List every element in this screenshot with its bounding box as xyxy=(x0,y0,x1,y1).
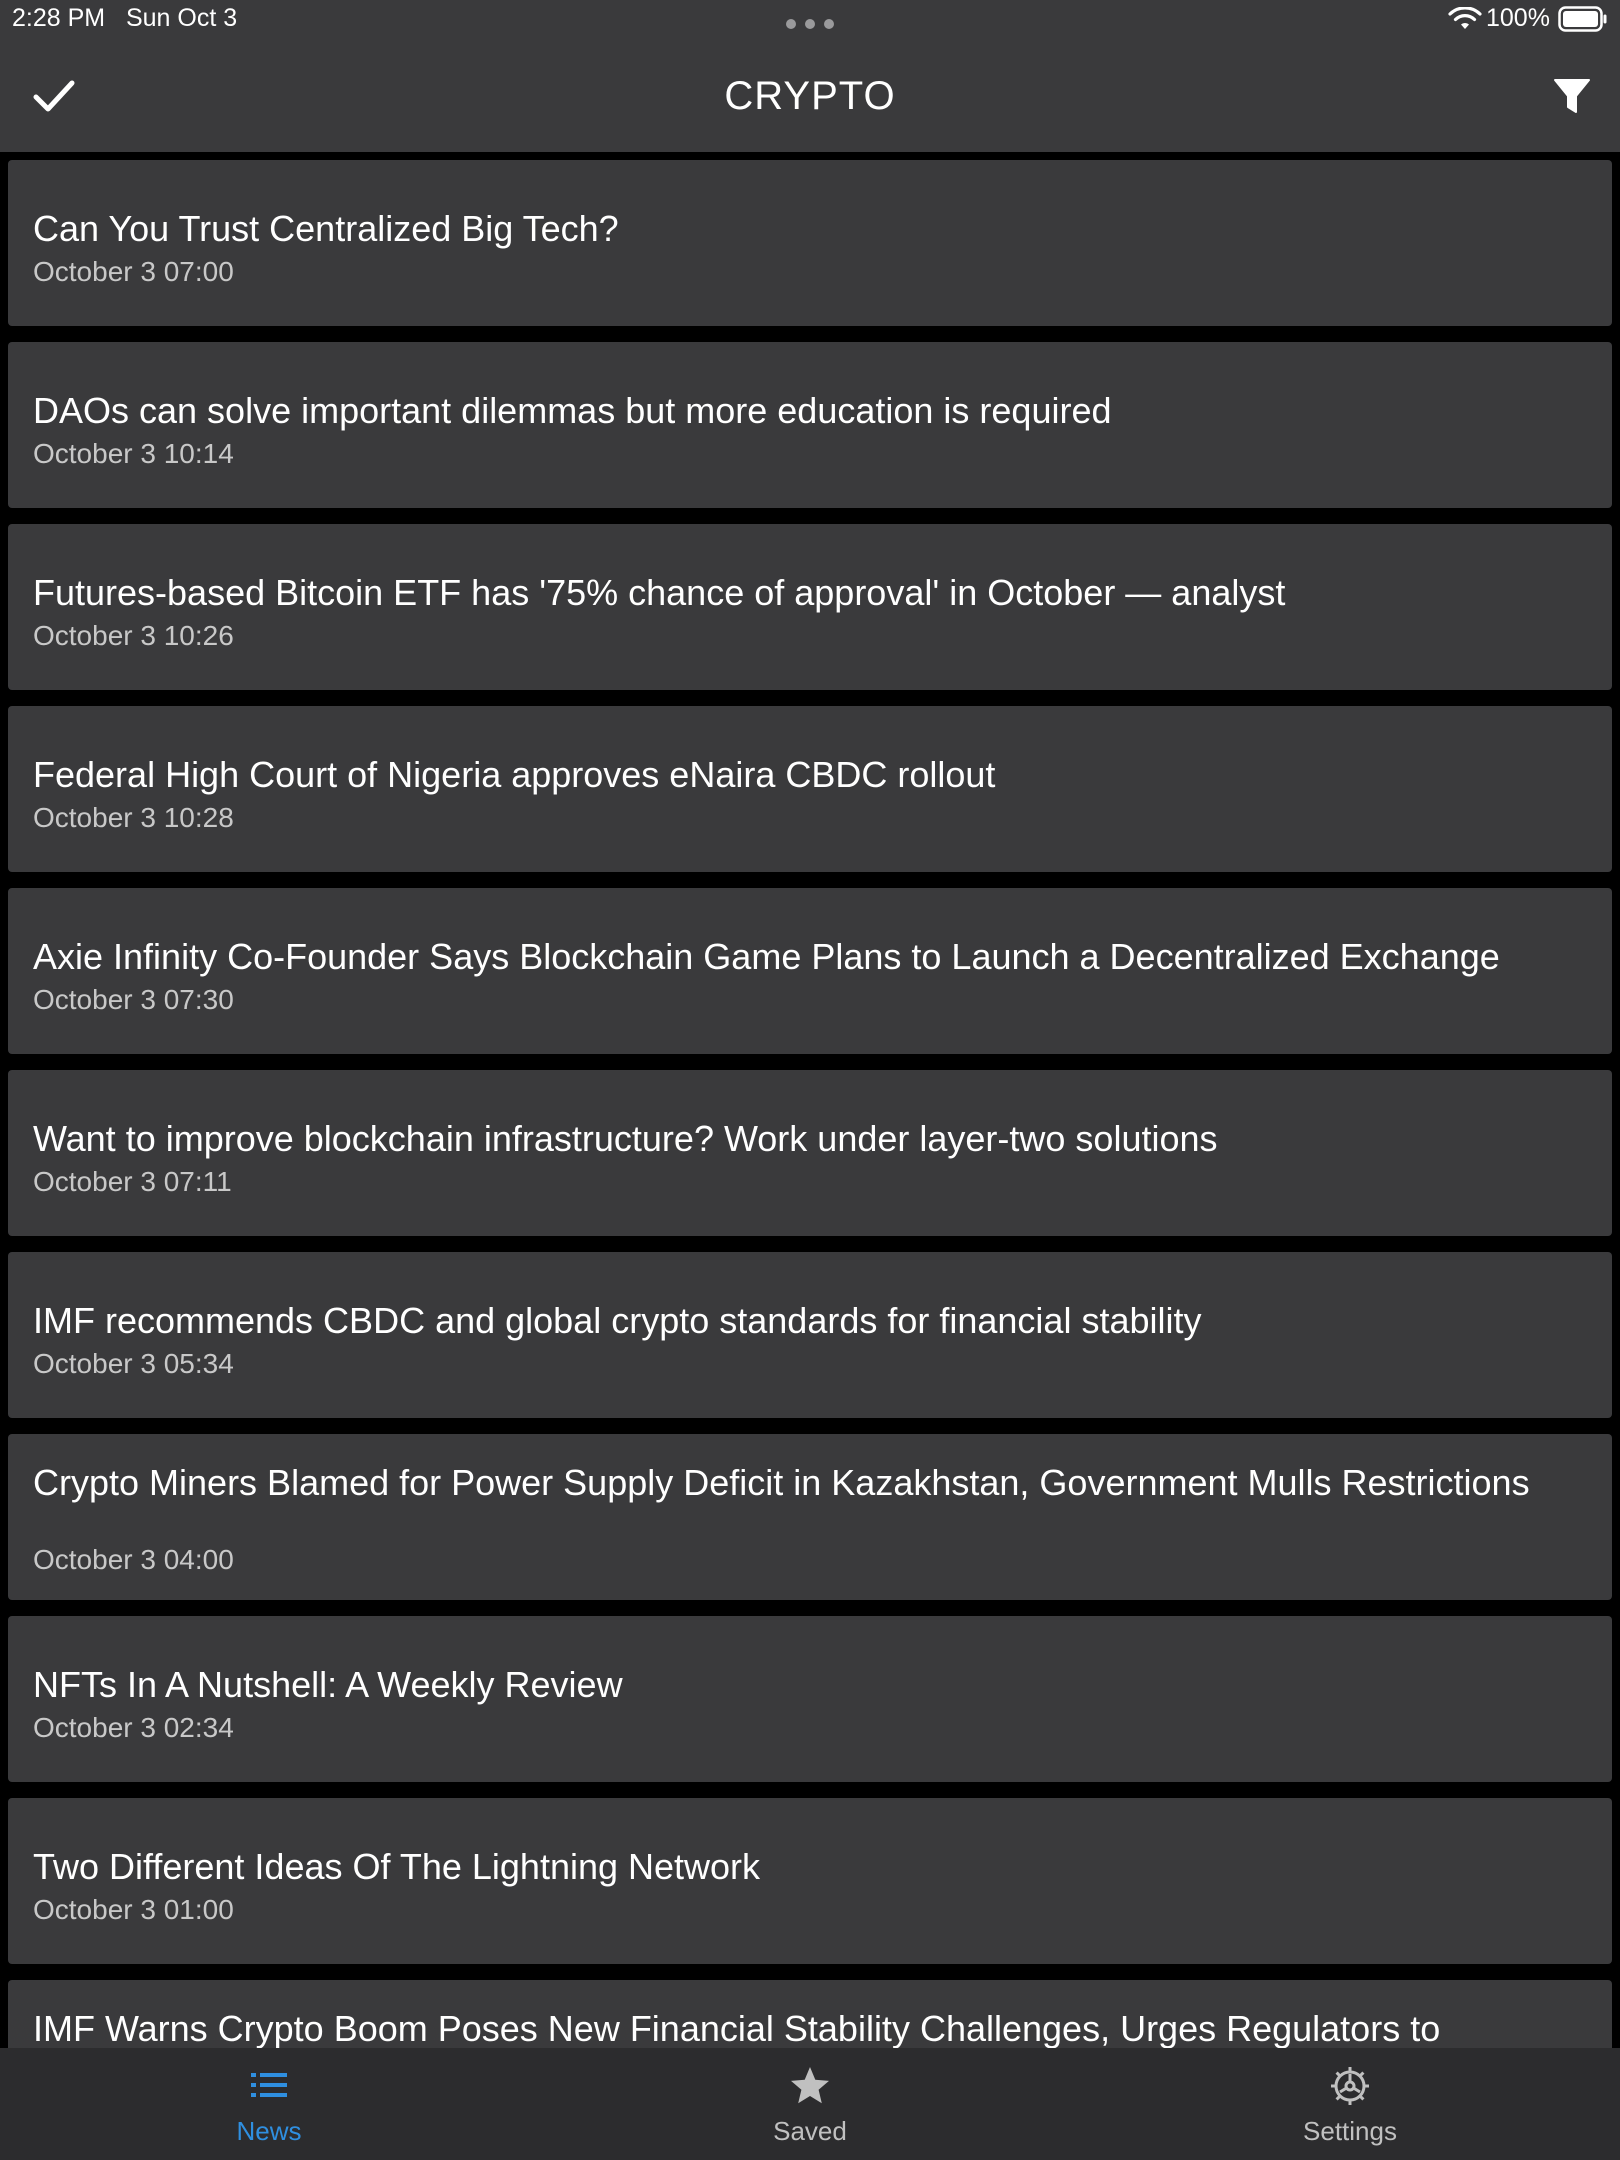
news-item[interactable] xyxy=(8,524,1612,690)
wifi-icon xyxy=(1448,7,1482,31)
tab-settings-label: Settings xyxy=(1303,2116,1397,2146)
news-item[interactable] xyxy=(8,1798,1612,1964)
news-item-title: Two Different Ideas Of The Lightning Network xyxy=(33,1846,761,1887)
news-item-title: Want to improve blockchain infrastructure? Work under layer-two solutions xyxy=(33,1118,1218,1159)
tab-settings[interactable] xyxy=(1250,2048,1450,2160)
news-item[interactable] xyxy=(8,1434,1612,1600)
news-item-date: October 3 07:00 xyxy=(33,256,234,287)
status-clock: 2:28 PM xyxy=(12,4,106,32)
news-item-date: October 3 01:00 xyxy=(33,1894,234,1925)
list-icon xyxy=(247,2064,291,2108)
tab-news-label: News xyxy=(236,2116,302,2146)
tab-saved[interactable] xyxy=(710,2048,910,2160)
news-item-date: October 3 07:11 xyxy=(33,1166,232,1197)
news-item-date: October 3 10:28 xyxy=(33,802,234,833)
filter-icon[interactable] xyxy=(1552,76,1592,116)
news-item-date: October 3 10:26 xyxy=(33,620,234,651)
news-item[interactable] xyxy=(8,1616,1612,1782)
news-item[interactable] xyxy=(8,1980,1612,2048)
news-item[interactable] xyxy=(8,888,1612,1054)
tab-saved-label: Saved xyxy=(773,2116,847,2146)
news-item[interactable] xyxy=(8,1070,1612,1236)
news-list[interactable] xyxy=(0,152,1620,2048)
news-item[interactable] xyxy=(8,160,1612,326)
news-item-title: IMF Warns Crypto Boom Poses New Financial Stability Challenges, Urges Regulators to xyxy=(33,2008,1441,2048)
news-item-title: Crypto Miners Blamed for Power Supply Deficit in Kazakhstan, Government Mulls Restrictions xyxy=(33,1462,1530,1503)
nav-bar xyxy=(0,40,1620,152)
news-item-title: Axie Infinity Co-Founder Says Blockchain Game Plans to Launch a Decentralized Exchange xyxy=(33,936,1500,977)
status-time xyxy=(12,4,237,33)
news-item-date: October 3 10:14 xyxy=(33,438,234,469)
tab-bar xyxy=(0,2048,1620,2160)
news-item-title: Federal High Court of Nigeria approves eNaira CBDC rollout xyxy=(33,754,996,795)
news-item-title: DAOs can solve important dilemmas but more education is required xyxy=(33,390,1112,431)
battery-percentage: 100% xyxy=(1486,4,1550,32)
news-item-title: Futures-based Bitcoin ETF has '75% chance of approval' in October — analyst xyxy=(33,572,1286,613)
news-item-date: October 3 02:34 xyxy=(33,1712,234,1743)
news-item-date: October 3 05:34 xyxy=(33,1348,234,1379)
news-item-title: Can You Trust Centralized Big Tech? xyxy=(33,208,619,249)
gear-icon xyxy=(1328,2064,1372,2108)
news-item-date: October 3 07:30 xyxy=(33,984,234,1015)
news-item-title: IMF recommends CBDC and global crypto standards for financial stability xyxy=(33,1300,1202,1341)
page-title: CRYPTO xyxy=(724,74,896,118)
battery-icon xyxy=(1558,6,1608,32)
news-item[interactable] xyxy=(8,1252,1612,1418)
multitask-dots-icon[interactable] xyxy=(786,19,834,31)
status-date: Sun Oct 3 xyxy=(125,4,238,32)
star-icon xyxy=(788,2064,832,2108)
news-item[interactable] xyxy=(8,706,1612,872)
status-bar xyxy=(0,0,1620,40)
news-item-date: October 3 04:00 xyxy=(33,1544,234,1575)
tab-news[interactable] xyxy=(169,2048,369,2160)
news-item-title: NFTs In A Nutshell: A Weekly Review xyxy=(33,1664,623,1705)
news-item[interactable] xyxy=(8,342,1612,508)
